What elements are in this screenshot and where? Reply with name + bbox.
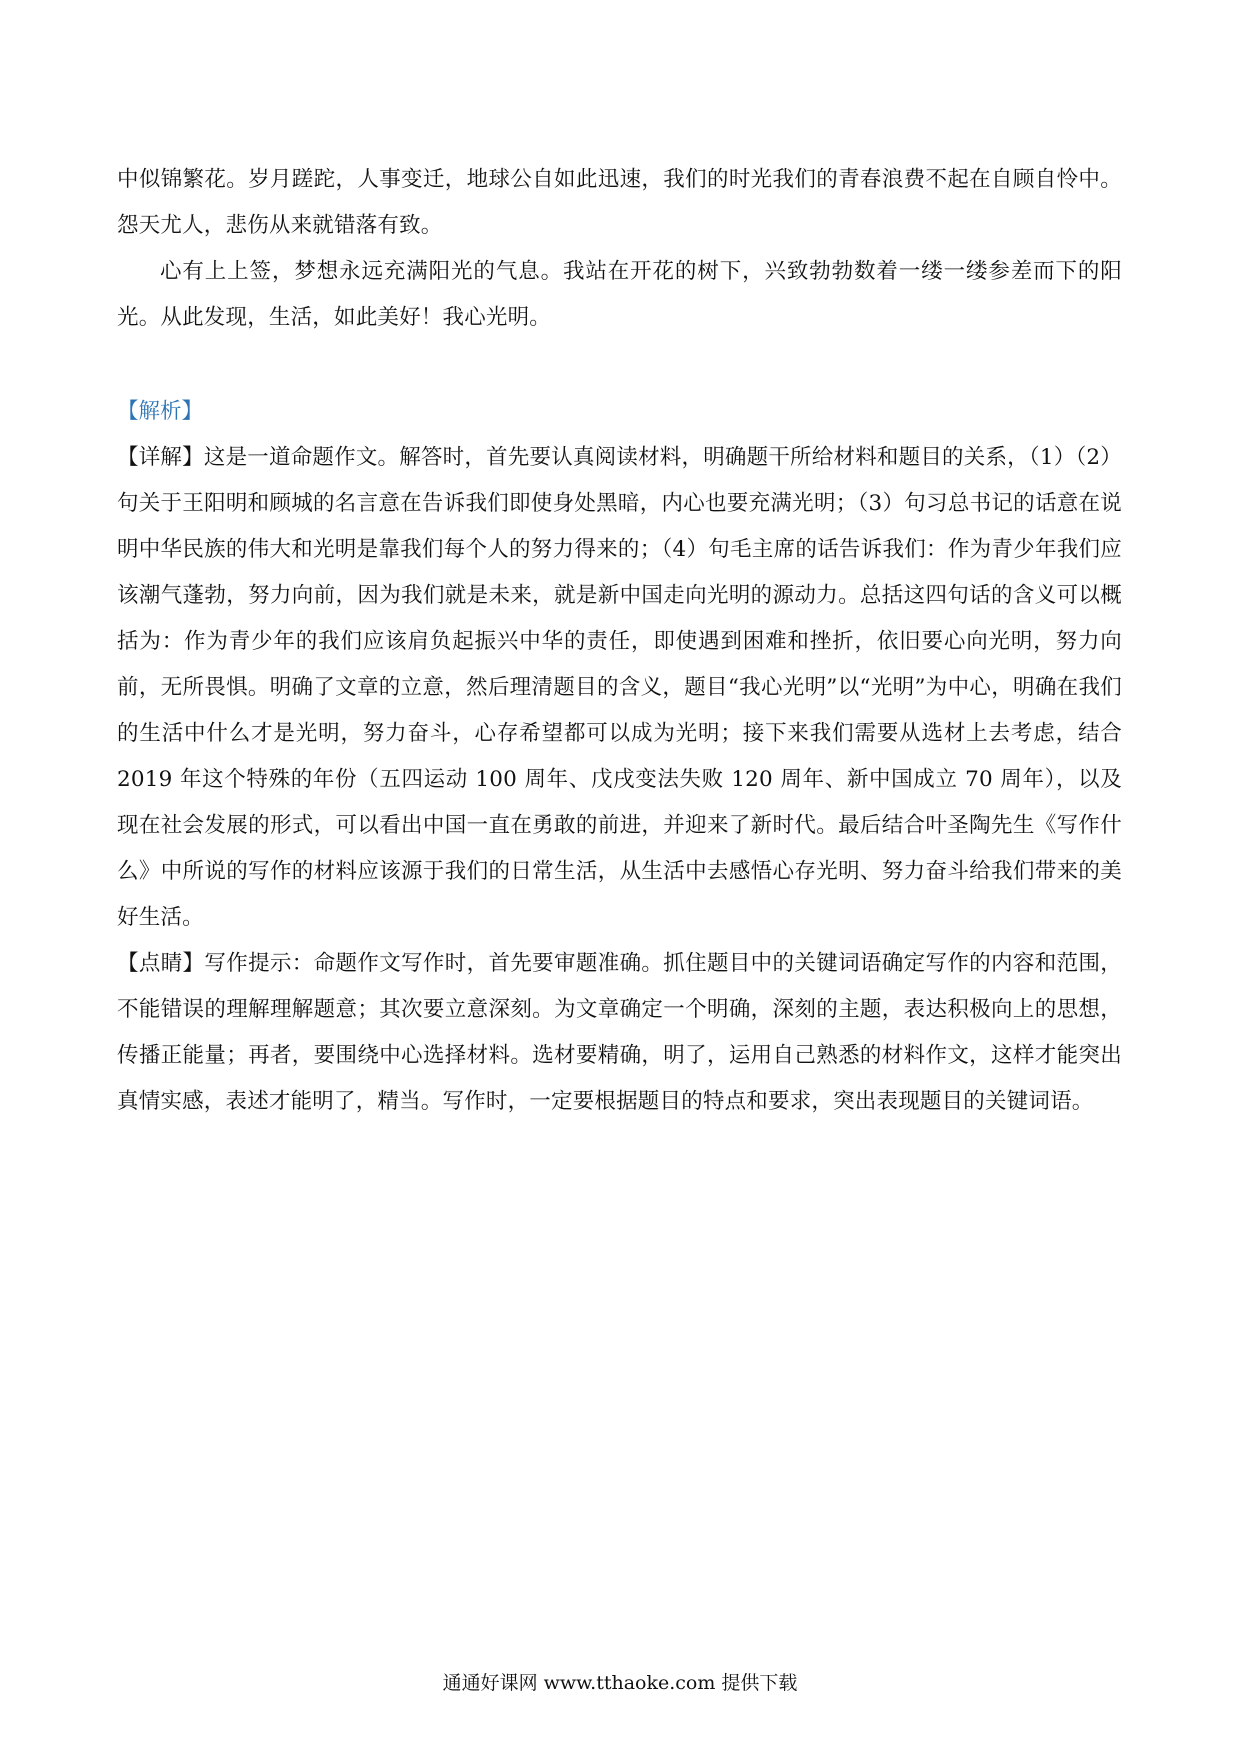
detail-tag: 【详解】 [117,445,204,470]
page-footer: 通通好课网 www.tthaoke.com 提供下载 [442,1672,798,1694]
body-paragraph-2: 心有上上签，梦想永远充满阳光的气息。我站在开花的树下，兴致勃勃数着一缕一缕参差而下的阳光。从此发现，生活，如此美好！我心光明。 [117,259,1122,330]
page-content [117,157,1122,1125]
section-spacer [117,341,1122,389]
detail-paragraph [117,435,1122,941]
tip-text: 写作提示：命题作文写作时，首先要审题准确。抓住题目中的关键词语确定写作的内容和范围，不能错误的理解理解题意；其次要立意深刻。为文章确定一个明确，深刻的主题，表达积极向上的思想，传播正能量；再者，要围绕中心选择材料。选材要精确，明了，运用自己熟悉的材料作文，这样才能突出真情实感，表述才能明了，精当。写作时，一定要根据题目的特点和要求，突出表现题目的关键词语。 [117,951,1122,1114]
analysis-heading: 【解析】 [117,399,204,424]
detail-text: 这是一道命题作文。解答时，首先要认真阅读材料，明确题干所给材料和题目的关系，（1）（2）句关于王阳明和顾城的名言意在告诉我们即使身处黑暗，内心也要充满光明；（3）句习总书记的话意在说明中华民族的伟大和光明是靠我们每个人的努力得来的；（4）句毛主席的话告诉我们：作为青少年我们应该潮气蓬勃，努力向前，因为我们就是未来，就是新中国走向光明的源动力。总括这四句话的含义可以概括为：作为青少年的我们应该肩负起振兴中华的责任，即使遇到困难和挫折，依旧要心向光明，努力向前，无所畏惧。明确了文章的立意，然后理清题目的含义，题目“我心光明”以“光明”为中心，明确在我们的生活中什么才是光明，努力奋斗，心存希望都可以成为光明；接下来我们需要从选材上去考虑，结合 2019 年这个特殊的年份（五四运动 100 周年、戊戌变法失败 120 周年、新中国成立 70 周年），以及现在社会发展的形式，可以看出中国一直在勇敢的前进，并迎来了新时代。最后结合叶圣陶先生《写作什么》中所说的写作的材料应该源于我们的日常生活，从生活中去感悟心存光明、努力奋斗给我们带来的美好生活。 [117,445,1122,930]
body-paragraph-1: 中似锦繁花。岁月蹉跎，人事变迁，地球公自如此迅速，我们的时光我们的青春浪费不起在自顾自怜中。怨天尤人，悲伤从来就错落有致。 [117,167,1122,238]
tip-paragraph [117,941,1122,1125]
tip-tag: 【点睛】 [117,951,205,976]
